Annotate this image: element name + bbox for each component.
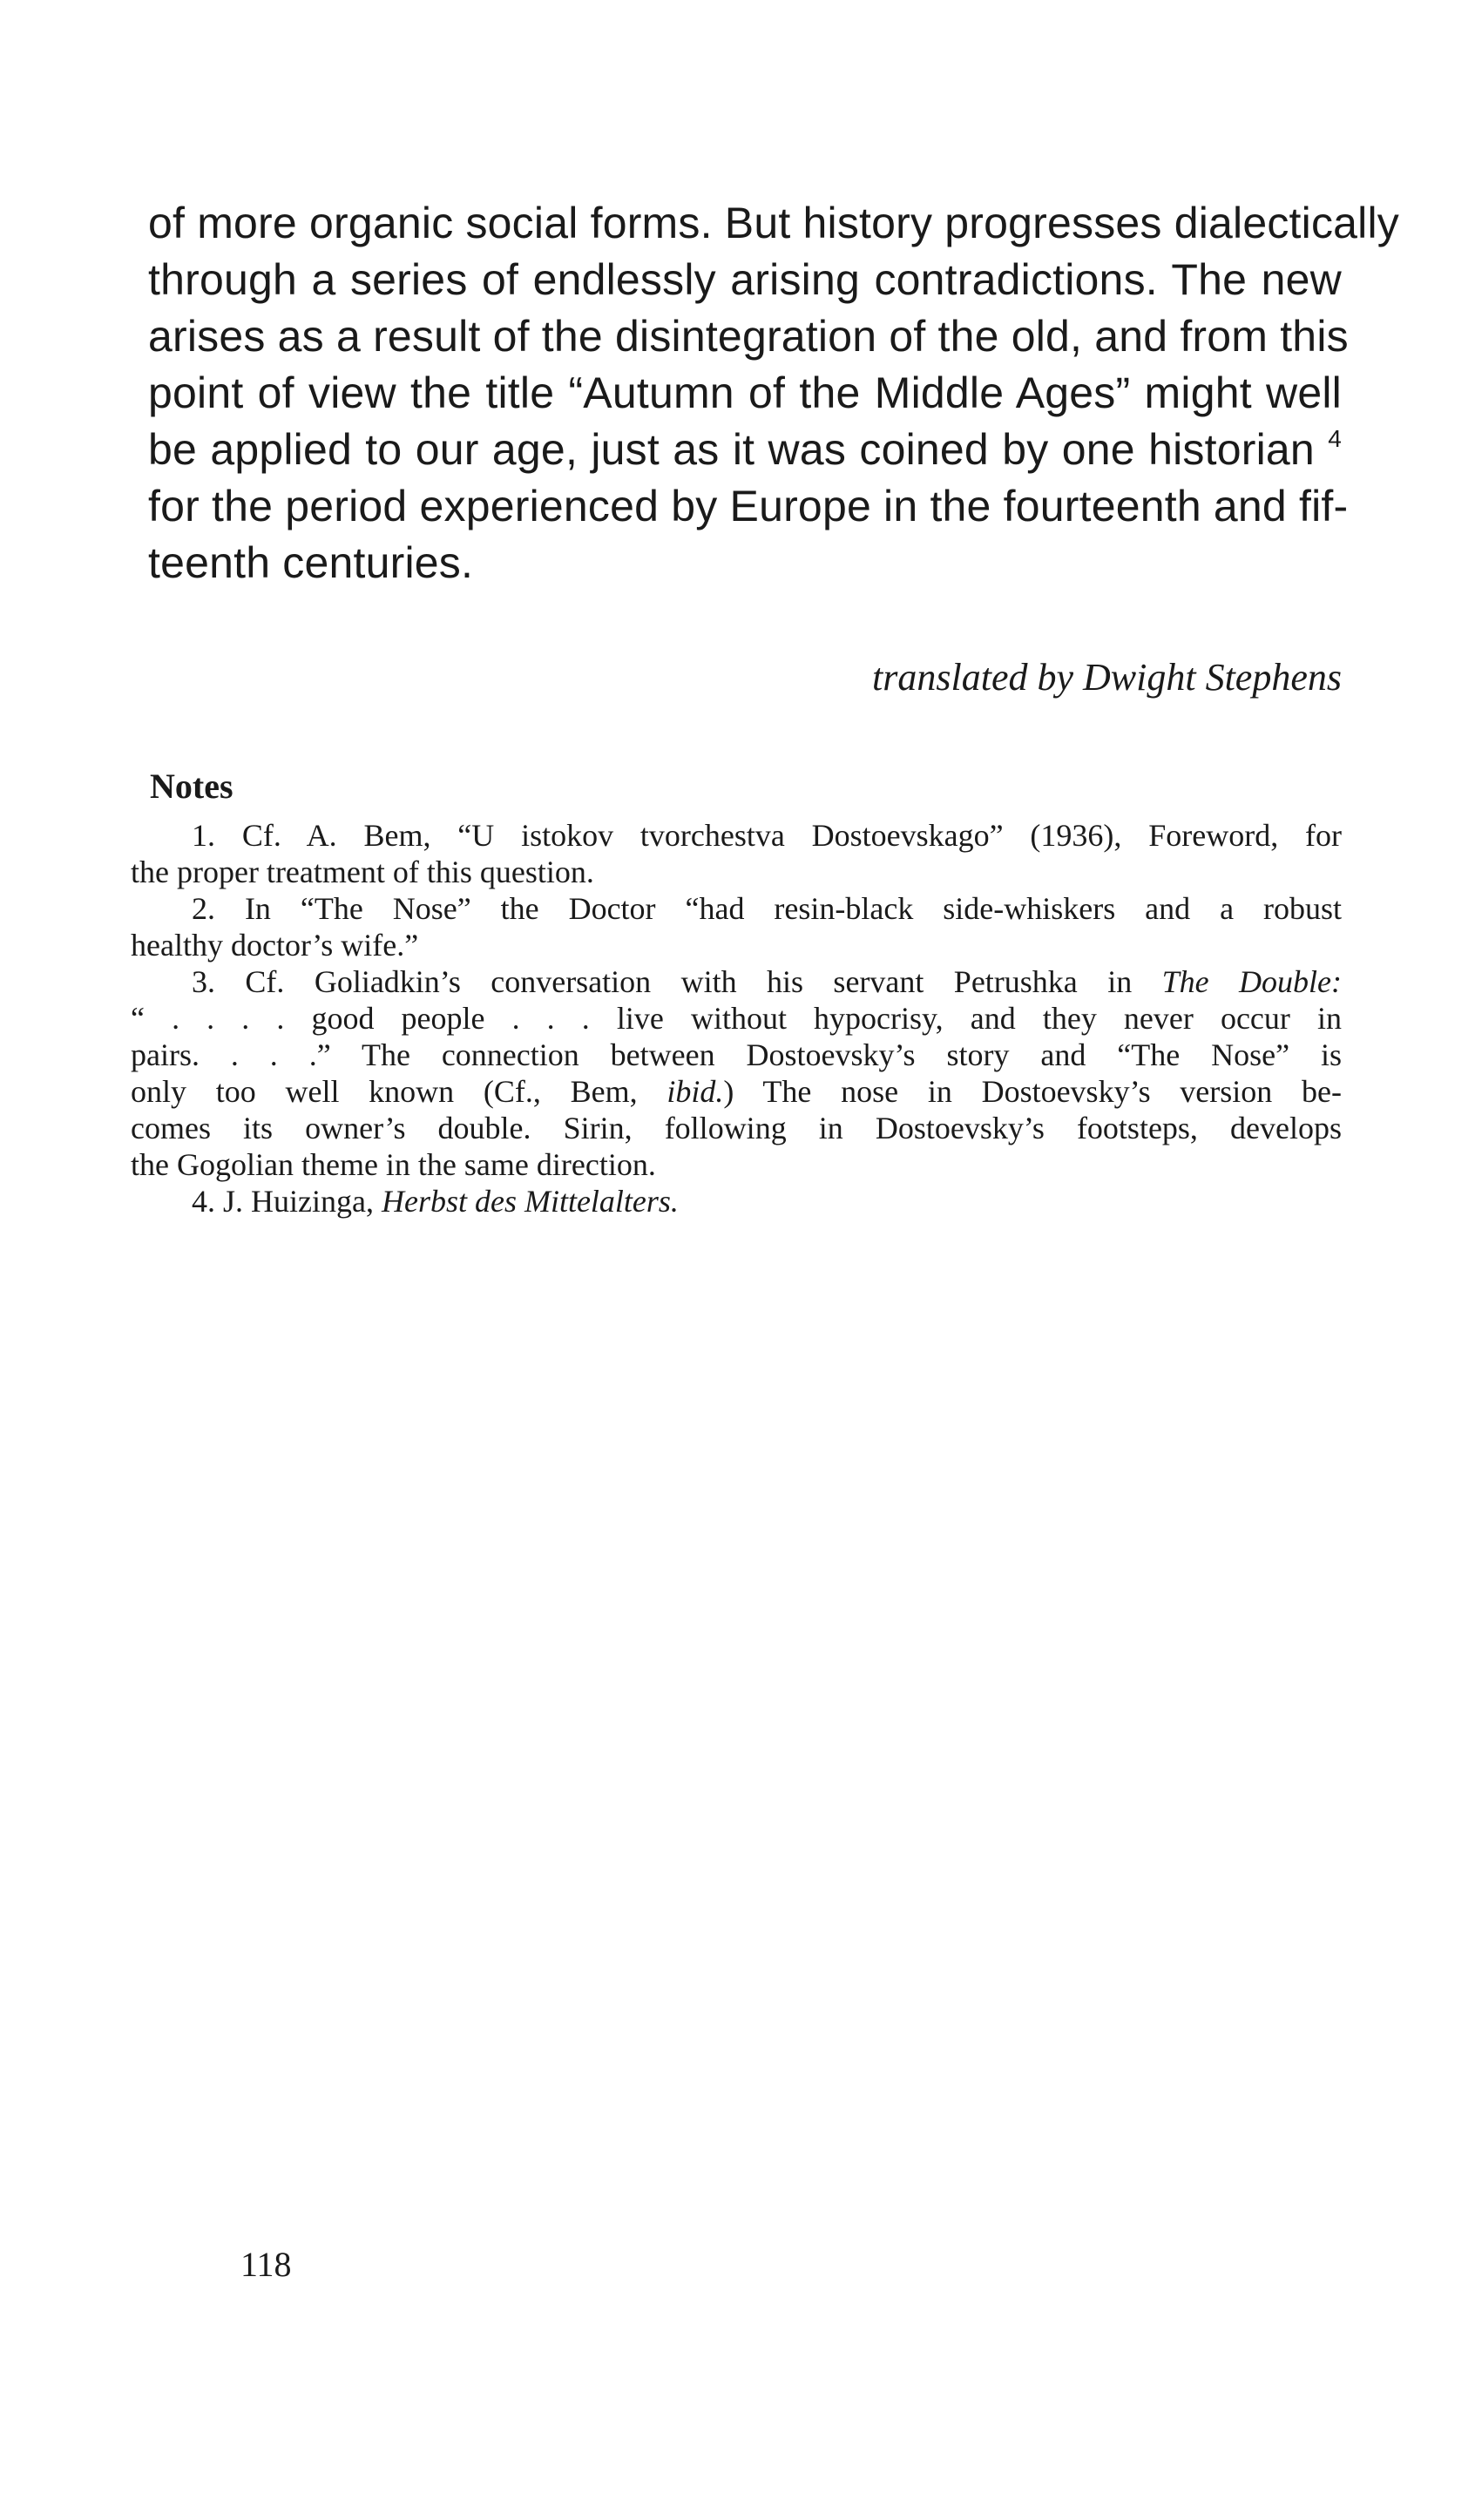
body-paragraph [148,195,1399,591]
body-line-text: be applied to our age, just as it was coined by one historian [148,425,1315,474]
note-line: pairs. . . .” The connection between Dostoevsky’s story and “The Nose” is [131,1037,1342,1072]
note-italic-title: Herbst des Mittelalters. [381,1184,679,1219]
note-line: healthy doctor’s wife.” [131,928,419,963]
body-line: point of view the title “Autumn of the Middle Ages” might well [148,368,1342,417]
page-number: 118 [240,2245,292,2284]
note-text: 3. Cf. Goliadkin’s conversation with his servant Petrushka in [192,964,1133,999]
body-line: for the period experienced by Europe in the fourteenth and fif- [148,482,1349,530]
translator-credit: translated by Dwight Stephens [872,656,1342,699]
note-line [131,963,1342,1000]
note-line: the Gogolian theme in the same direction. [131,1147,656,1182]
note-text: only too well known (Cf., Bem, [131,1074,638,1109]
body-line: arises as a result of the disintegration of the old, and from this [148,312,1349,361]
body-line: teenth centuries. [148,538,474,587]
body-line: through a series of endlessly arising contradictions. The new [148,255,1342,304]
footnote-marker: 4 [1328,425,1343,452]
note-text: 4. J. Huizinga, [192,1184,374,1219]
notes-heading: Notes [150,767,233,806]
note-italic-ibid: ibid. [666,1074,724,1109]
note-line: “ . . . . good people . . . live without hypocrisy, and they never occur in [131,1001,1342,1036]
note-line: 1. Cf. A. Bem, “U istokov tvorchestva Dostoevskago” (1936), Foreword, for [192,818,1342,853]
note-line [131,1183,1342,1219]
note-italic-title: The Double: [1161,964,1343,999]
note-text: ) The nose in Dostoevsky’s version be- [723,1074,1342,1109]
note-line: comes its owner’s double. Sirin, following in Dostoevsky’s footsteps, develops [131,1111,1342,1145]
body-line: of more organic social forms. But history progresses dialectically [148,199,1399,247]
note-line: 2. In “The Nose” the Doctor “had resin-black side-whiskers and a robust [192,891,1342,926]
body-line-with-footnote [148,422,1342,478]
notes-list [131,817,1342,1219]
note-line [131,1073,1342,1110]
note-line: the proper treatment of this question. [131,855,594,889]
